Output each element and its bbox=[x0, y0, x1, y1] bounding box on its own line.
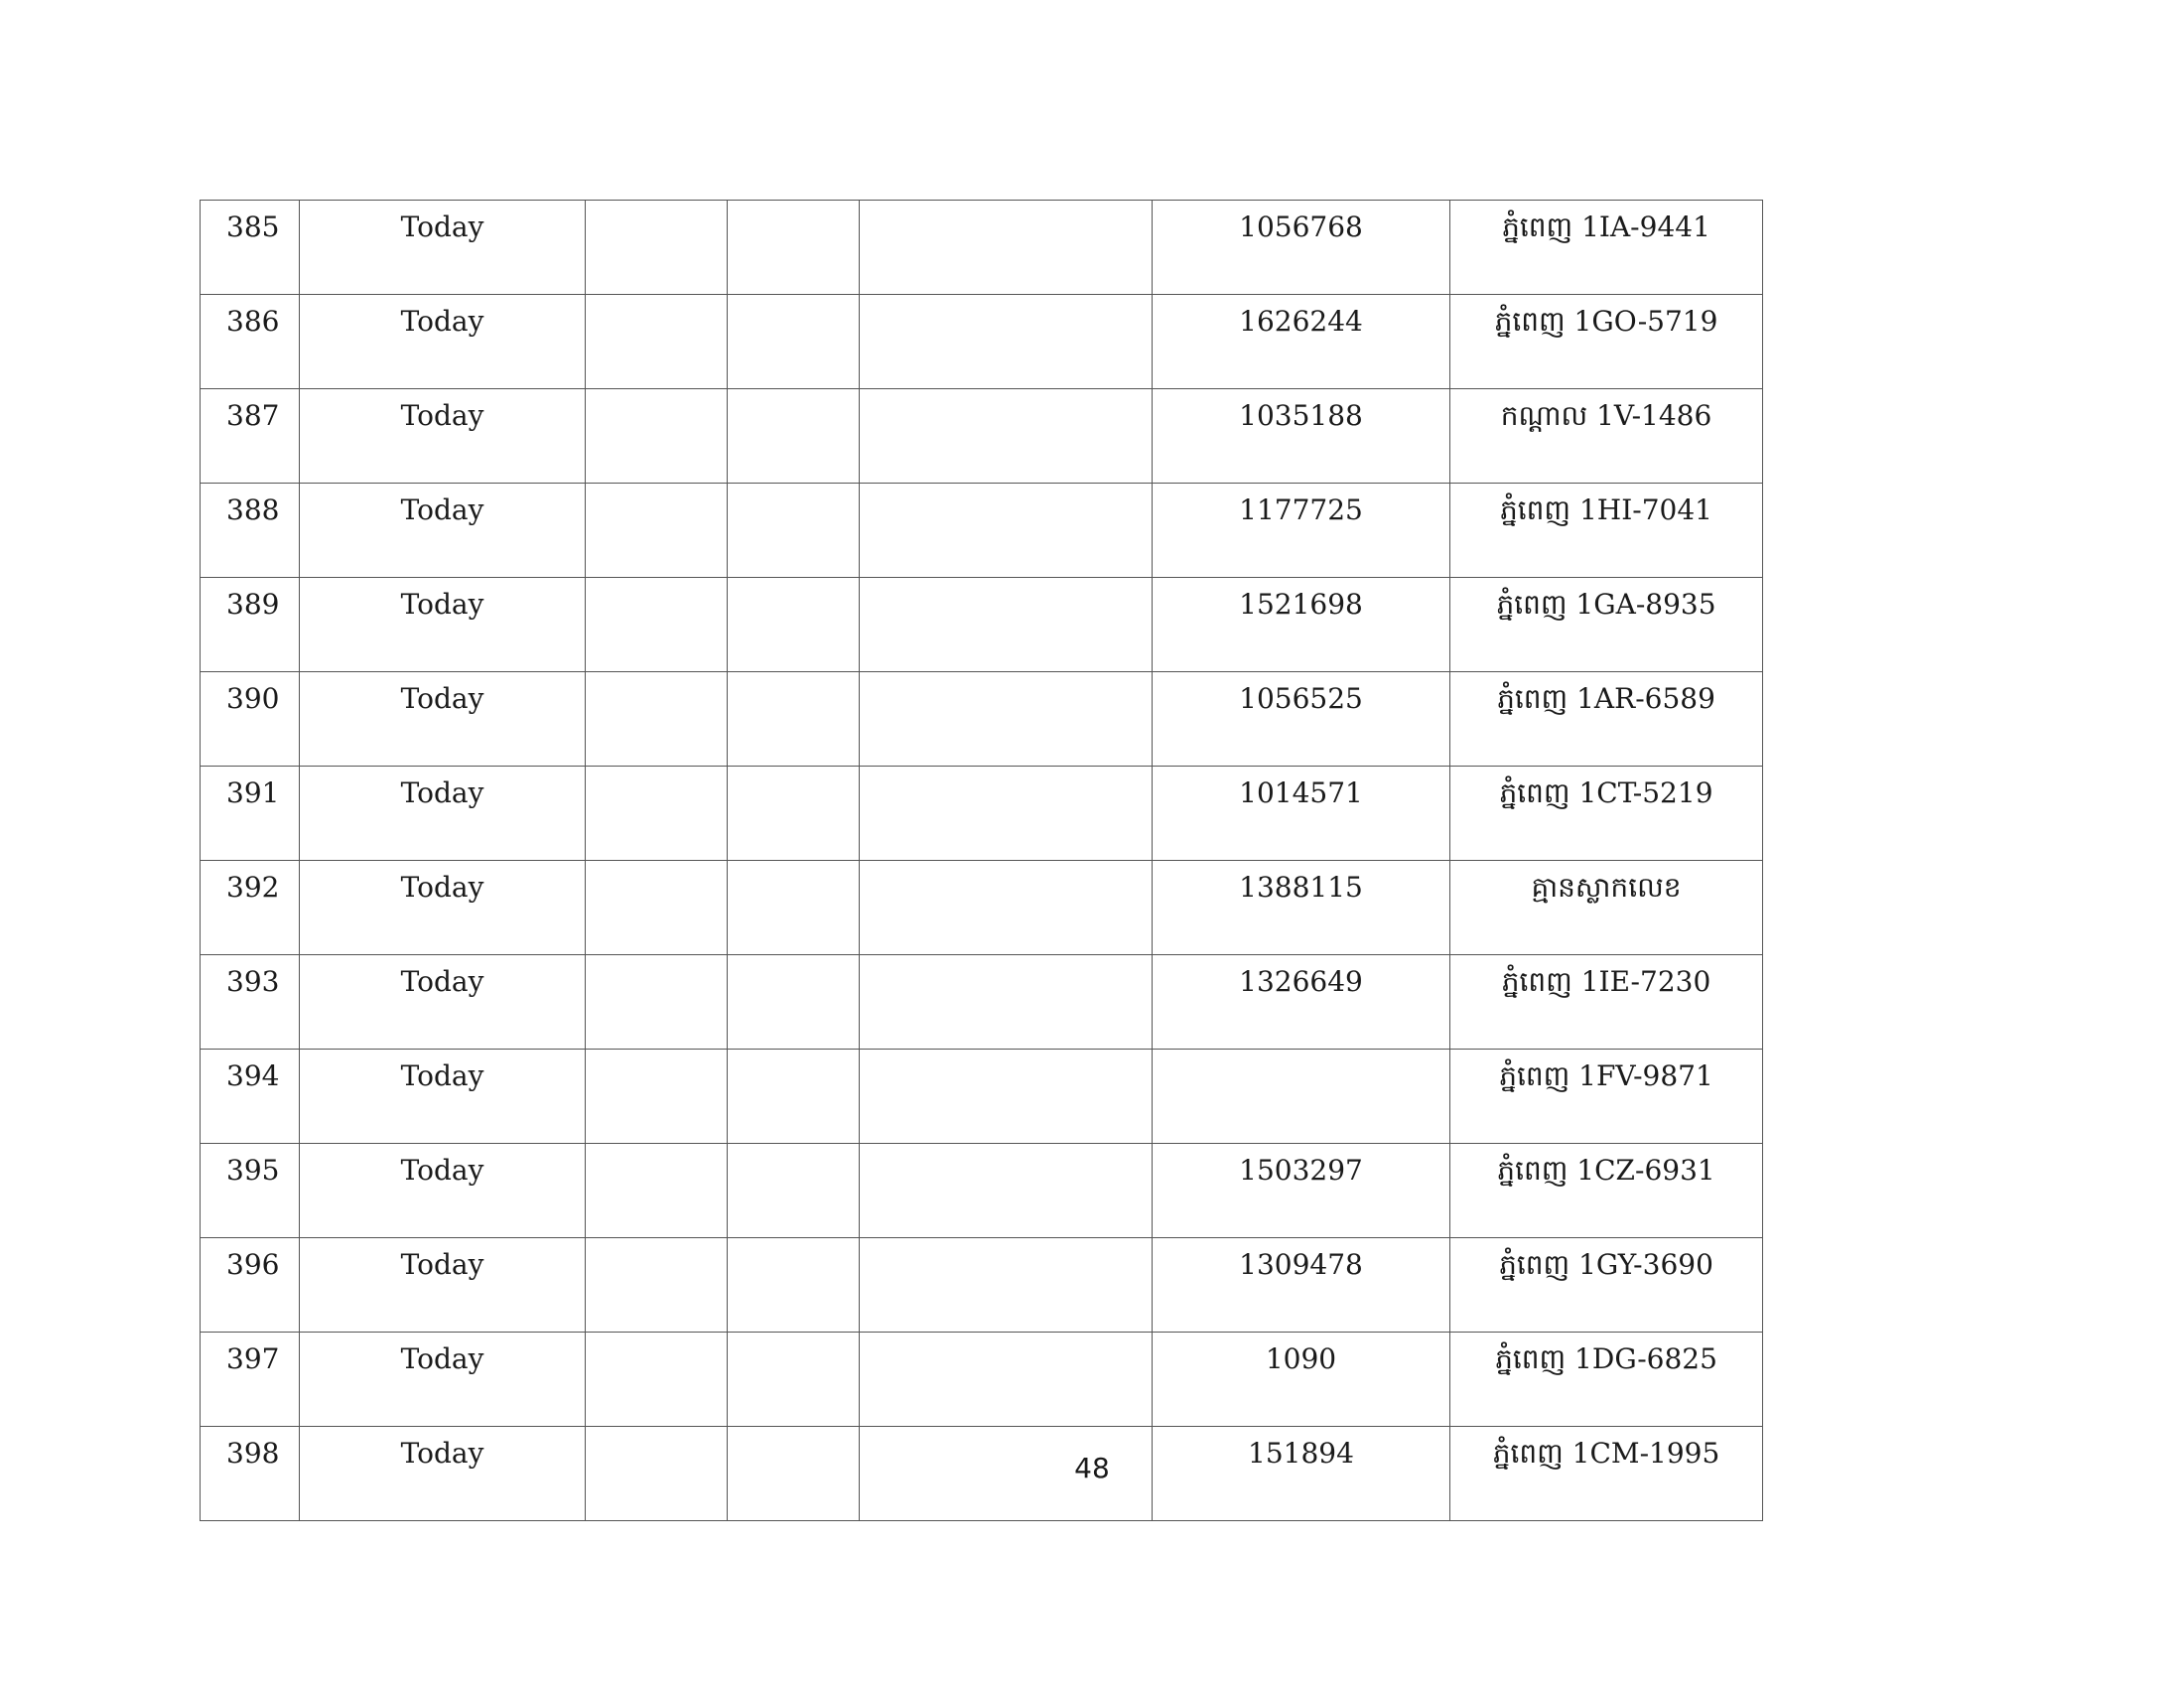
empty-cell-3 bbox=[586, 201, 728, 295]
date-cell: Today bbox=[300, 1238, 586, 1333]
date-cell: Today bbox=[300, 1427, 586, 1521]
date-cell: Today bbox=[300, 295, 586, 389]
plate-number-cell: កណ្តាល 1V-1486 bbox=[1450, 389, 1763, 484]
id-number-cell bbox=[1153, 1050, 1450, 1144]
row-number-cell: 394 bbox=[201, 1050, 300, 1144]
plate-number-cell: ភ្នំពេញ 1FV-9871 bbox=[1450, 1050, 1763, 1144]
empty-cell-5 bbox=[860, 1238, 1153, 1333]
date-cell: Today bbox=[300, 672, 586, 767]
row-number-cell: 386 bbox=[201, 295, 300, 389]
empty-cell-5 bbox=[860, 1333, 1153, 1427]
id-number-cell: 1056768 bbox=[1153, 201, 1450, 295]
id-number-cell: 1056525 bbox=[1153, 672, 1450, 767]
row-number-cell: 395 bbox=[201, 1144, 300, 1238]
empty-cell-4 bbox=[728, 861, 860, 955]
empty-cell-3 bbox=[586, 295, 728, 389]
date-cell: Today bbox=[300, 767, 586, 861]
plate-number-cell: ភ្នំពេញ 1DG-6825 bbox=[1450, 1333, 1763, 1427]
empty-cell-3 bbox=[586, 578, 728, 672]
id-number-cell: 1521698 bbox=[1153, 578, 1450, 672]
id-number-cell: 1177725 bbox=[1153, 484, 1450, 578]
date-cell: Today bbox=[300, 955, 586, 1050]
empty-cell-4 bbox=[728, 201, 860, 295]
row-number-cell: 389 bbox=[201, 578, 300, 672]
empty-cell-4 bbox=[728, 389, 860, 484]
table-row bbox=[201, 672, 1763, 767]
empty-cell-3 bbox=[586, 955, 728, 1050]
date-cell: Today bbox=[300, 578, 586, 672]
row-number-cell: 385 bbox=[201, 201, 300, 295]
empty-cell-4 bbox=[728, 1238, 860, 1333]
table-row bbox=[201, 295, 1763, 389]
table-row bbox=[201, 389, 1763, 484]
id-number-cell: 1309478 bbox=[1153, 1238, 1450, 1333]
id-number-cell: 1326649 bbox=[1153, 955, 1450, 1050]
plate-number-cell: ភ្នំពេញ 1HI-7041 bbox=[1450, 484, 1763, 578]
empty-cell-3 bbox=[586, 484, 728, 578]
plate-number-cell: ភ្នំពេញ 1AR-6589 bbox=[1450, 672, 1763, 767]
plate-number-cell: ភ្នំពេញ 1IA-9441 bbox=[1450, 201, 1763, 295]
empty-cell-4 bbox=[728, 484, 860, 578]
table-row bbox=[201, 1238, 1763, 1333]
table-row bbox=[201, 1050, 1763, 1144]
plate-number-cell: ភ្នំពេញ 1CZ-6931 bbox=[1450, 1144, 1763, 1238]
empty-cell-5 bbox=[860, 389, 1153, 484]
row-number-cell: 391 bbox=[201, 767, 300, 861]
id-number-cell: 151894 bbox=[1153, 1427, 1450, 1521]
id-number-cell: 1014571 bbox=[1153, 767, 1450, 861]
empty-cell-3 bbox=[586, 1238, 728, 1333]
id-number-cell: 1503297 bbox=[1153, 1144, 1450, 1238]
row-number-cell: 393 bbox=[201, 955, 300, 1050]
empty-cell-4 bbox=[728, 578, 860, 672]
id-number-cell: 1388115 bbox=[1153, 861, 1450, 955]
empty-cell-3 bbox=[586, 1144, 728, 1238]
table-row bbox=[201, 201, 1763, 295]
empty-cell-4 bbox=[728, 1050, 860, 1144]
empty-cell-5 bbox=[860, 484, 1153, 578]
plate-number-cell: ភ្នំពេញ 1CT-5219 bbox=[1450, 767, 1763, 861]
empty-cell-5 bbox=[860, 767, 1153, 861]
plate-number-cell: គ្មានស្លាកលេខ bbox=[1450, 861, 1763, 955]
empty-cell-4 bbox=[728, 955, 860, 1050]
date-cell: Today bbox=[300, 1050, 586, 1144]
date-cell: Today bbox=[300, 484, 586, 578]
plate-number-cell: ភ្នំពេញ 1GY-3690 bbox=[1450, 1238, 1763, 1333]
empty-cell-4 bbox=[728, 767, 860, 861]
empty-cell-5 bbox=[860, 955, 1153, 1050]
records-table-body bbox=[201, 201, 1763, 1521]
empty-cell-3 bbox=[586, 1050, 728, 1144]
row-number-cell: 390 bbox=[201, 672, 300, 767]
empty-cell-4 bbox=[728, 1144, 860, 1238]
row-number-cell: 398 bbox=[201, 1427, 300, 1521]
table-row bbox=[201, 484, 1763, 578]
empty-cell-3 bbox=[586, 672, 728, 767]
id-number-cell: 1626244 bbox=[1153, 295, 1450, 389]
date-cell: Today bbox=[300, 861, 586, 955]
row-number-cell: 396 bbox=[201, 1238, 300, 1333]
empty-cell-3 bbox=[586, 1333, 728, 1427]
plate-number-cell: ភ្នំពេញ 1CM-1995 bbox=[1450, 1427, 1763, 1521]
table-row bbox=[201, 955, 1763, 1050]
empty-cell-4 bbox=[728, 295, 860, 389]
empty-cell-5 bbox=[860, 201, 1153, 295]
table-row bbox=[201, 1144, 1763, 1238]
row-number-cell: 397 bbox=[201, 1333, 300, 1427]
row-number-cell: 392 bbox=[201, 861, 300, 955]
plate-number-cell: ភ្នំពេញ 1IE-7230 bbox=[1450, 955, 1763, 1050]
table-row bbox=[201, 861, 1763, 955]
empty-cell-5 bbox=[860, 295, 1153, 389]
page-number: 48 bbox=[1074, 1452, 1110, 1484]
id-number-cell: 1090 bbox=[1153, 1333, 1450, 1427]
records-table bbox=[200, 200, 1763, 1521]
row-number-cell: 388 bbox=[201, 484, 300, 578]
date-cell: Today bbox=[300, 201, 586, 295]
empty-cell-3 bbox=[586, 389, 728, 484]
empty-cell-3 bbox=[586, 767, 728, 861]
empty-cell-5 bbox=[860, 861, 1153, 955]
date-cell: Today bbox=[300, 389, 586, 484]
table-row bbox=[201, 767, 1763, 861]
empty-cell-3 bbox=[586, 861, 728, 955]
empty-cell-5 bbox=[860, 578, 1153, 672]
table-row bbox=[201, 578, 1763, 672]
plate-number-cell: ភ្នំពេញ 1GO-5719 bbox=[1450, 295, 1763, 389]
empty-cell-5 bbox=[860, 1050, 1153, 1144]
empty-cell-5 bbox=[860, 1144, 1153, 1238]
plate-number-cell: ភ្នំពេញ 1GA-8935 bbox=[1450, 578, 1763, 672]
empty-cell-5 bbox=[860, 672, 1153, 767]
date-cell: Today bbox=[300, 1144, 586, 1238]
empty-cell-4 bbox=[728, 1333, 860, 1427]
row-number-cell: 387 bbox=[201, 389, 300, 484]
id-number-cell: 1035188 bbox=[1153, 389, 1450, 484]
empty-cell-4 bbox=[728, 672, 860, 767]
date-cell: Today bbox=[300, 1333, 586, 1427]
table-row bbox=[201, 1333, 1763, 1427]
